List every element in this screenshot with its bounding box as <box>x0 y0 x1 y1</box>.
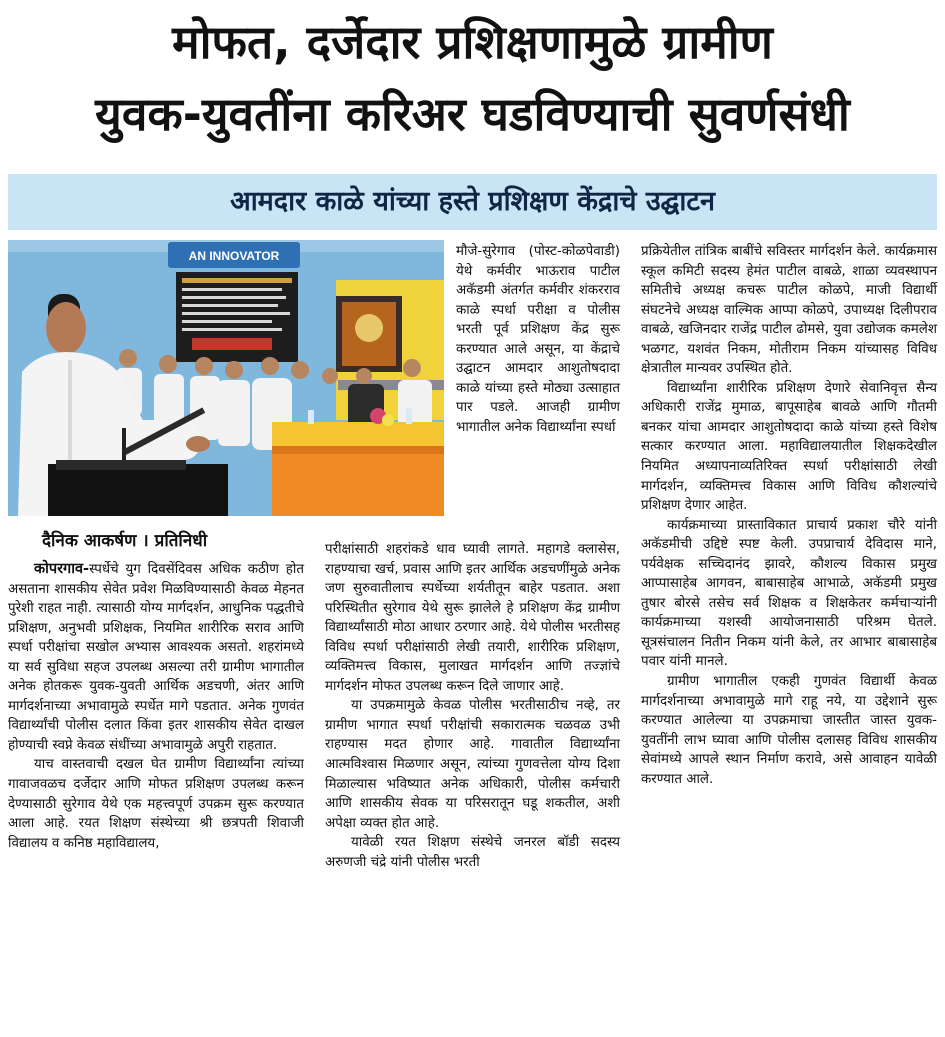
paragraph: यावेळी रयत शिक्षण संस्थेचे जनरल बॉडी सदस्य अरुणजी चंद्रे यांनी पोलीस भरती <box>325 835 620 870</box>
headline <box>0 6 945 150</box>
dateline: कोपरगाव- <box>34 561 90 577</box>
headline-line-2: युवक-युवतींना करिअर घडविण्याची सुवर्णसंधी <box>95 87 850 141</box>
paragraph: मौजे-सुरेगाव (पोस्ट-कोळपेवाडी) येथे कर्मवीर भाऊराव पाटील अकॅडमी अंतर्गत कर्मवीर शंकरराव काळे स्पर्धा परीक्षा व पोलीस भरती पूर्व प्रशिक्षण केंद्र सुरू करण्यात आले असून, या केंद्राचे उद्घाटन आमदार आशुतोषदादा काळे यांच्या हस्ते मोठ्या उत्साहात पार पडले. आजही ग्रामीण भागातील अनेक विद्यार्थ्यांना स्पर्धा <box>456 244 620 435</box>
event-photo <box>8 240 444 516</box>
byline: दैनिक आकर्षण । प्रतिनिधी <box>42 531 208 551</box>
article-column-1 <box>8 560 304 853</box>
article-column-2-top <box>456 242 620 437</box>
paragraph: ग्रामीण भागातील एकही गुणवंत विद्यार्थी केवळ मार्गदर्शनाच्या अभावामुळे मागे राहू नये, या उद्देशाने सुरू करण्यात आलेल्या या उपक्रमाचा जास्तीत जास्त युवक-युवतींनी लाभ घ्यावा आणि पोलीस दलासह विविध शासकीय सेवांमध्ये आपले स्थान निर्माण करावे, असे आवाहन यावेळी करण्यात आले. <box>641 674 937 787</box>
paragraph: परीक्षांसाठी शहरांकडे धाव घ्यावी लागते. महागडे क्लासेस, राहण्याचा खर्च, प्रवास आणि इतर आर्थिक अडचणींमुळे अनेक जण सुरुवातीलाच स्पर्धेच्या शर्यतीतून बाहेर पडतात. अशा परिस्थितीत सुरेगाव येथे सुरू झालेले हे प्रशिक्षण केंद्र ग्रामीण विद्यार्थ्यांसाठी मोठा आधार ठरणार आहे. येथे पोलीस भरतीसह विविध स्पर्धा परीक्षांसाठी लेखी तयारी, शारीरिक प्रशिक्षण, व्यक्तिमत्त्व विकास, मुलाखत मार्गदर्शन आणि तज्ज्ञांचे मार्गदर्शन मोफत उपलब्ध करून दिले जाणार आहे. <box>325 542 620 694</box>
paragraph: विद्यार्थ्यांना शारीरिक प्रशिक्षण देणारे सेवानिवृत्त सैन्य अधिकारी राजेंद्र मुमाळ, बापूसाहेब बावळे आणि गौतमी बनकर यांचा आमदार आशुतोषदादा काळे यांच्या हस्ते विशेष सत्कार करण्यात आला. महाविद्यालयातील शिक्षकदेखील नियमित अध्यापनाव्यतिरिक्त स्पर्धा परीक्षांसाठी लेखी मार्गदर्शन, व्यक्तिमत्त्व विकास आणि विविध कौशल्यांचे प्रशिक्षण देणार आहेत. <box>641 380 937 514</box>
paragraph: याच वास्तवाची दखल घेत ग्रामीण विद्यार्थ्यांना त्यांच्या गावाजवळच दर्जेदार आणि मोफत प्रशिक्षण उपलब्ध करून देण्यासाठी सुरेगाव येथे एक महत्त्वपूर्ण उपक्रम सुरू करण्यात आला आहे. रयत शिक्षण संस्थेच्या श्री छत्रपती शिवाजी विद्यालय व कनिष्ठ महाविद्यालय, <box>8 757 304 851</box>
paragraph: या उपक्रमामुळे केवळ पोलीस भरतीसाठीच नव्हे, तर ग्रामीण भागात स्पर्धा परीक्षांची सकारात्मक चळवळ उभी राहण्यास मदत होणार आहे. गावातील विद्यार्थ्यांना आत्मविश्वास मिळणार असून, त्यांच्या गुणवत्तेला योग्य दिशा मिळाल्यास भविष्यात अनेक अधिकारी, पोलीस कर्मचारी आणि शासकीय सेवक या परिसरातून घडू शकतील, अशी अपेक्षा व्यक्त होत आहे. <box>325 698 620 831</box>
subheadline: आमदार काळे यांच्या हस्ते प्रशिक्षण केंद्राचे उद्घाटन <box>230 186 715 217</box>
paragraph: प्रक्रियेतील तांत्रिक बाबींचे सविस्तर मार्गदर्शन केले. कार्यक्रमास स्कूल कमिटी सदस्य हेमंत पाटील वाबळे, शाळा व्यवस्थापन समितीचे अध्यक्ष कचरू पाटील कोळपे, माजी विद्यार्थी संघटनेचे अध्यक्ष वाल्मिक आप्पा कोळपे, उपाध्यक्ष दिलीपराव वाबळे, खजिनदार राजेंद्र पाटील ढोमसे, युवा उद्योजक कमलेश भळगट, यशवंत निकम, मोतीराम निकम यांच्यासह विविध क्षेत्रातील मान्यवर उपस्थित होते. <box>641 244 937 377</box>
event-photo-illustration <box>8 240 444 516</box>
headline-line-1: मोफत, दर्जेदार प्रशिक्षणामुळे ग्रामीण <box>172 15 773 69</box>
paragraph <box>8 560 304 755</box>
paragraph: कार्यक्रमाच्या प्रास्ताविकात प्राचार्य प्रकाश चौरे यांनी अकॅडमीची उद्दिष्टे स्पष्ट केली. उपप्राचार्य देविदास माने, पर्यवेक्षक सच्चिदानंद झावरे, कौशल्य विकास प्रमुख आप्पासाहेब आगवन, बाबासाहेब आभाळे, अकॅडमी प्रमुख तुषार बोरसे तसेच सर्व शिक्षक व शिक्षकेतर कर्मचाऱ्यांनी कार्यक्रमाच्या यशस्वी आयोजनासाठी परिश्रम घेतले. सूत्रसंचालन नितीन निकम यांनी केले, तर आभार बाबासाहेब पवार यांनी मानले. <box>641 517 937 670</box>
article-column-2 <box>325 540 620 872</box>
banner-text: AN INNOVATOR <box>188 249 280 263</box>
article-column-3 <box>641 242 937 789</box>
paragraph-text: स्पर्धेचे युग दिवसेंदिवस अधिक कठीण होत असताना शासकीय सेवेत प्रवेश मिळविण्यासाठी केवळ मेहनत पुरेशी राहत नाही. त्यासाठी योग्य मार्गदर्शन, आधुनिक पद्धतीचे प्रशिक्षण, अनुभवी प्रशिक्षक, नियमित शारीरिक सराव आणि स्पर्धा परीक्षांचा सखोल अभ्यास आवश्यक असतो. शहरांमध्ये या सर्व सुविधा सहज उपलब्ध असल्या तरी ग्रामीण भागातील अनेक होतकरू युवक-युवती आर्थिक अडचणी, अंतर आणि मार्गदर्शनाच्या अभावामुळे स्पर्धेत मागे पडतात. अनेक गुणवंत विद्यार्थ्यांची पोलीस दलात किंवा इतर शासकीय सेवेत दाखल होण्याची स्वप्ने केवळ संधींच्या अभावामुळे अपुरी राहतात. <box>8 562 304 753</box>
